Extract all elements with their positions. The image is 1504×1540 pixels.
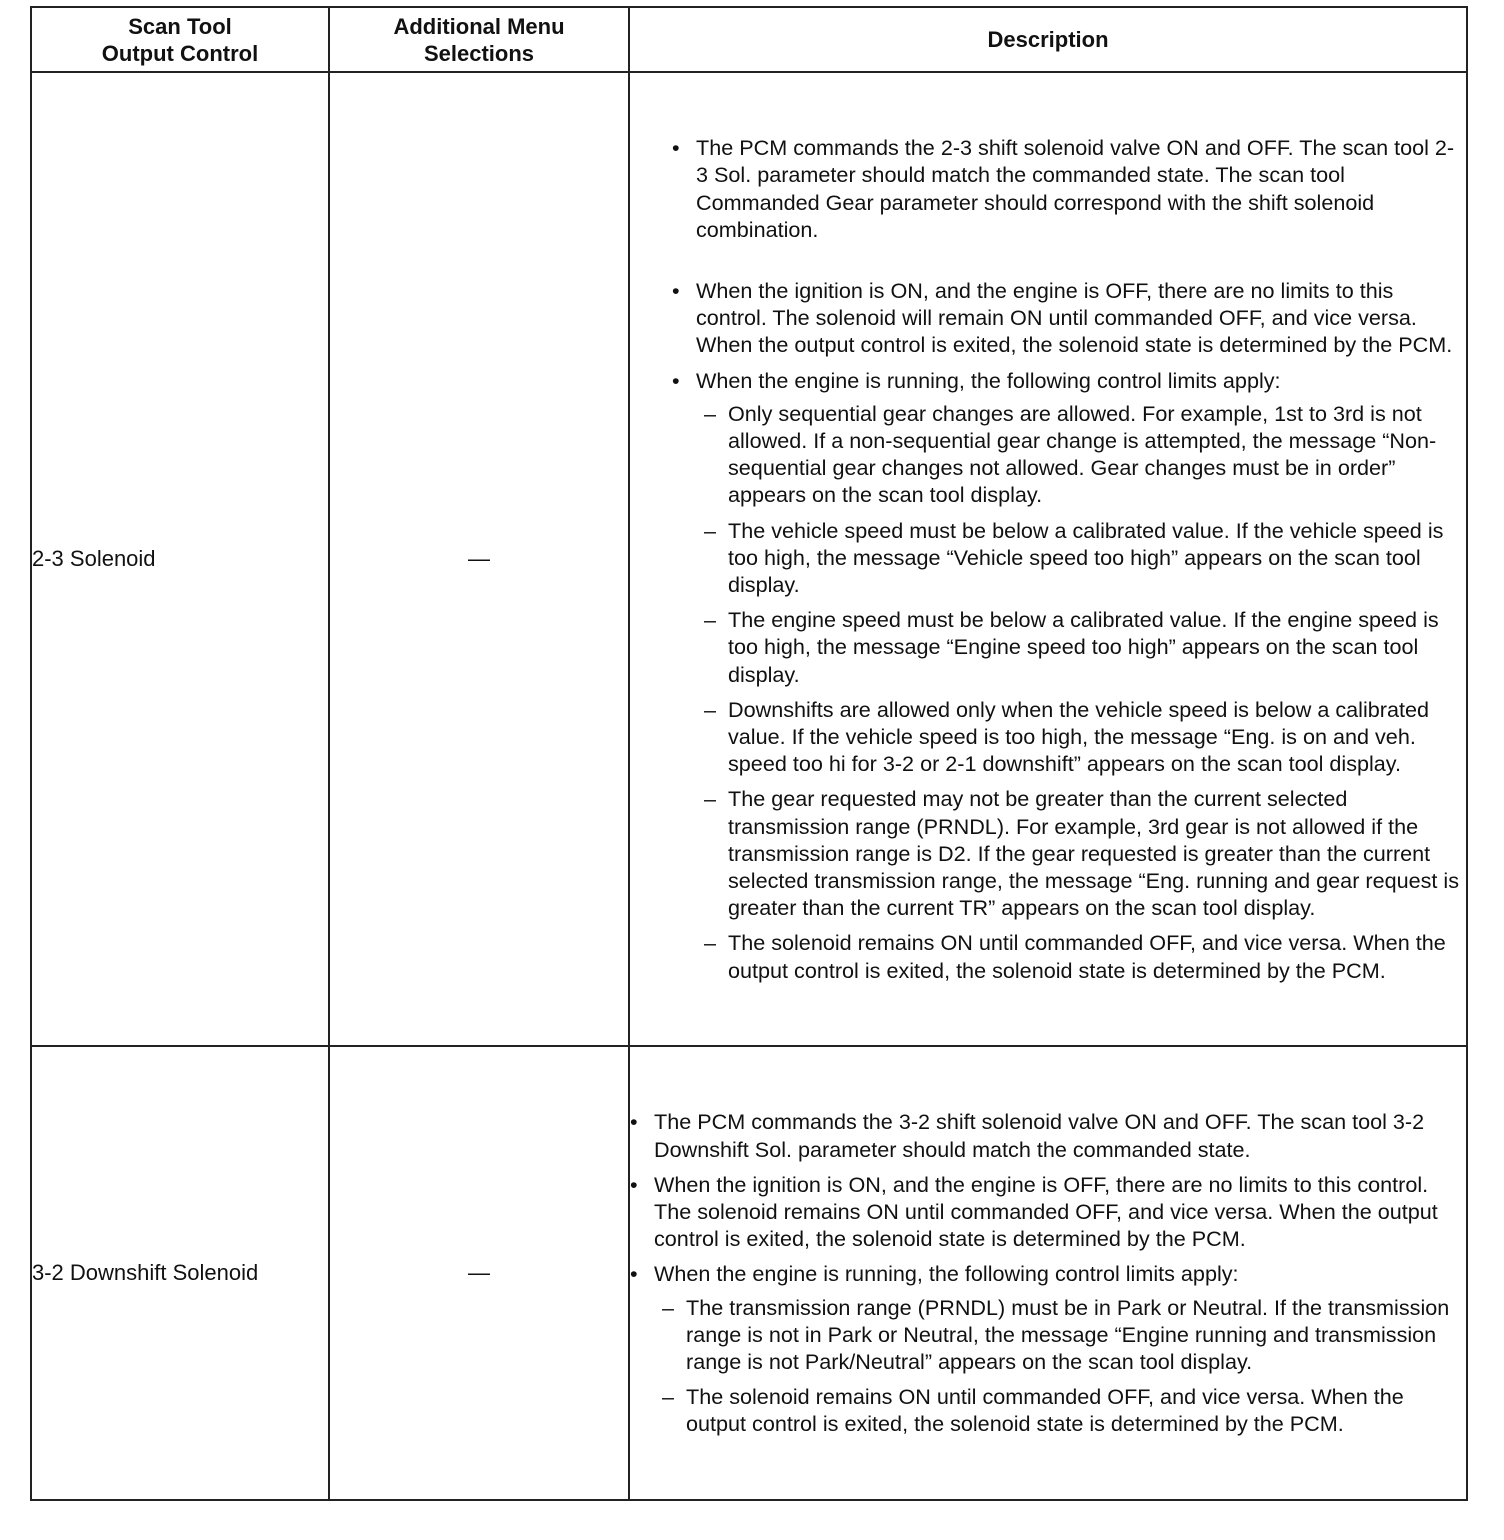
header-col1-line2: Output Control	[101, 40, 259, 66]
table-header-row	[31, 7, 1467, 72]
list-item	[672, 277, 1466, 359]
output-control-name: 2-3 Solenoid	[31, 72, 329, 1046]
sub-text: The solenoid remains ON until commanded OFF, and vice versa. When the output control is exited, the solenoid state is determined by the PCM.	[728, 930, 1446, 983]
dash-mark: –	[704, 786, 717, 812]
bullet-mark: •	[672, 277, 680, 303]
sub-text: The transmission range (PRNDL) must be in Park or Neutral. If the transmission range is not in Park or Neutral, the message “Engine running and transmission range is not Park/Neutral” appears on the scan tool display.	[686, 1294, 1450, 1374]
sub-item	[696, 785, 1466, 921]
list-item	[672, 367, 1466, 984]
header-description: Description	[629, 7, 1467, 72]
bullet-mark: •	[672, 367, 680, 393]
header-additional-menu	[329, 7, 629, 72]
dash-mark: –	[704, 517, 717, 543]
list-item	[630, 1108, 1466, 1162]
sub-text: Downshifts are allowed only when the vehicle speed is below a calibrated value. If the vehicle speed is too high, the message “Eng. is on and veh. speed too hi for 3-2 or 2-1 downshift” appears on the scan tool display.	[728, 696, 1429, 777]
bullet-mark: •	[630, 1261, 638, 1287]
output-control-table	[30, 6, 1468, 1501]
bullet-text: The PCM commands the 2-3 shift solenoid valve ON and OFF. The scan tool 2-3 Sol. parameter should match the commanded state. The scan tool Commanded Gear parameter should correspond with the shift solenoid combination.	[696, 135, 1455, 242]
sub-item	[696, 696, 1466, 778]
sub-item	[654, 1383, 1466, 1437]
bullet-text: When the ignition is ON, and the engine is OFF, there are no limits to this control. The solenoid will remain ON until commanded OFF, and vice versa. When the output control is exited, the solenoid state is determined by the PCM.	[696, 277, 1453, 358]
sub-list	[696, 400, 1466, 984]
sub-item	[696, 400, 1466, 509]
header-col1-line1: Scan Tool	[128, 13, 232, 39]
sub-text: Only sequential gear changes are allowed. For example, 1st to 3rd is not allowed. If a non-sequential gear change is attempted, the message “Non-sequential gear changes not allowed. Gear changes must be in order” appears on the scan tool display.	[728, 400, 1437, 508]
dash-mark: –	[704, 400, 717, 426]
list-item	[630, 1260, 1466, 1437]
list-item	[672, 134, 1466, 243]
dash-mark: –	[704, 607, 717, 633]
menu-selection: —	[329, 72, 629, 1046]
sub-text: The gear requested may not be greater than the current selected transmission range (PRNDL). For example, 3rd gear is not allowed if the transmission range is D2. If the gear requested is greater than the current selected transmission range, the message “Eng. running and gear request is greater than the current TR” appears on the scan tool display.	[728, 786, 1460, 921]
output-control-name: 3-2 Downshift Solenoid	[31, 1046, 329, 1500]
sub-list	[654, 1294, 1466, 1438]
list-item	[630, 1171, 1466, 1253]
bullet-mark: •	[630, 1171, 638, 1197]
dash-mark: –	[662, 1384, 675, 1410]
bullet-text: The PCM commands the 3-2 shift solenoid valve ON and OFF. The scan tool 3-2 Downshift Sol. parameter should match the commanded state.	[654, 1109, 1425, 1162]
header-output-control	[31, 7, 329, 72]
sub-item	[696, 929, 1466, 983]
bullet-mark: •	[672, 135, 680, 161]
sub-item	[696, 517, 1466, 599]
table-row	[31, 1046, 1467, 1500]
bullet-list	[630, 1108, 1466, 1437]
sub-text: The engine speed must be below a calibrated value. If the engine speed is too high, the message “Engine speed too high” appears on the scan tool display.	[728, 607, 1439, 687]
bullet-text: When the ignition is ON, and the engine is OFF, there are no limits to this control. The solenoid remains ON until commanded OFF, and vice versa. When the output control is exited, the solenoid state is determined by the PCM.	[654, 1171, 1438, 1252]
description-cell	[629, 1046, 1467, 1500]
sub-item	[654, 1294, 1466, 1376]
sub-item	[696, 606, 1466, 688]
sub-text: The vehicle speed must be below a calibrated value. If the vehicle speed is too high, the message “Vehicle speed too high” appears on the scan tool display.	[728, 517, 1444, 597]
menu-selection: —	[329, 1046, 629, 1500]
header-col2-line1: Additional Menu	[393, 13, 565, 39]
bullet-text: When the engine is running, the following control limits apply:	[696, 367, 1281, 393]
dash-mark: –	[704, 930, 717, 956]
table-row	[31, 72, 1467, 1046]
bullet-text: When the engine is running, the following control limits apply:	[654, 1261, 1239, 1287]
bullet-mark: •	[630, 1109, 638, 1135]
sub-text: The solenoid remains ON until commanded OFF, and vice versa. When the output control is exited, the solenoid state is determined by the PCM.	[686, 1384, 1404, 1437]
header-col2-line2: Selections	[423, 40, 535, 66]
dash-mark: –	[704, 696, 717, 722]
description-cell	[629, 72, 1467, 1046]
dash-mark: –	[662, 1294, 675, 1320]
bullet-list	[672, 134, 1466, 984]
